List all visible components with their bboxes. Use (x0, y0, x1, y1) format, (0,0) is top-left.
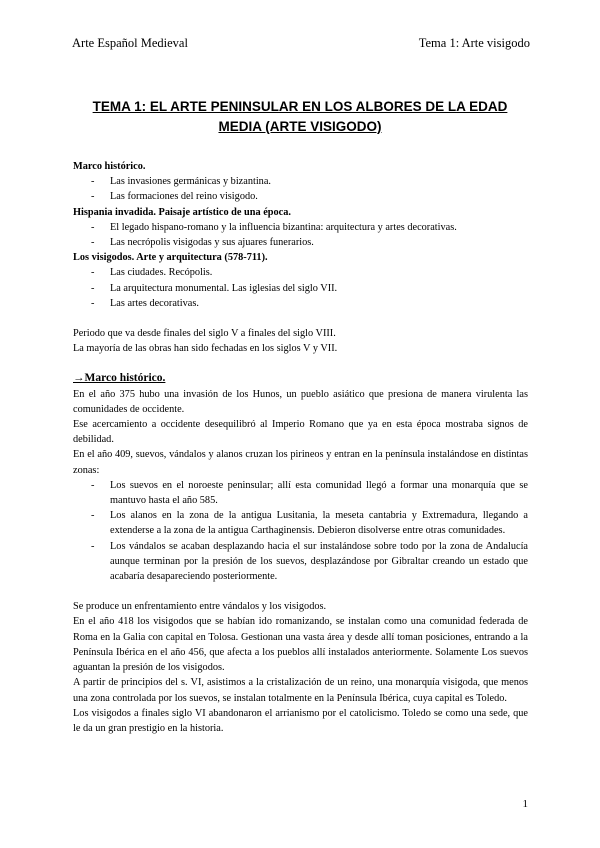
header-course: Arte Español Medieval (72, 36, 188, 50)
outline-section-3-title: Los visigodos. Arte y arquitectura (578-711). (73, 252, 268, 264)
document-body (73, 159, 528, 736)
section-heading: →Marco histórico. (73, 372, 166, 385)
paragraph: En el año 409, suevos, vándalos y alanos cruzan los pirineos y entran en la península instalándose en distintas zonas: (73, 449, 528, 476)
paragraph: En el año 418 los visigodos que se habían ido romanizando, se instalan como una comunidad federada de Roma en la Galia con capital en Tolosa. Gestionan una vasta área y desde allí toman posiciones, entrando a la Península Ibérica en el año 456, que afecta a los pueblos allí instalados anteriormente. Solamente Los suevos aguantan la presión de los visigodos. (73, 616, 528, 674)
header-topic: Tema 1: Arte visigodo (418, 36, 530, 50)
list-item: - Las invasiones germánicas y bizantina. (73, 174, 528, 189)
list-item: - Los alanos en la zona de la antigua Lusitania, la meseta cantabria y Extremadura, llegando a extenderse a la zona de la antigua Carthaginensis. Debieron disolverse entre otras comunidades. (73, 508, 528, 538)
outline-section-2-list (73, 220, 528, 250)
list-item: - Las ciudades. Recópolis. (73, 265, 528, 280)
paragraph: A partir de principios del s. VI, asistimos a la cristalización de un reino, una monarquía visigoda, que menos una zona controlada por los suevos, se instalan totalmente en la Península Ibérica, cuya capital es Toledo. (73, 677, 528, 704)
paragraph: En el año 375 hubo una invasión de los Hunos, un pueblo asiático que presiona de manera virulenta las comunidades de occidente. (73, 388, 528, 415)
page-number: 1 (522, 798, 528, 810)
list-item: - Las necrópolis visigodas y sus ajuares funerarios. (73, 235, 528, 250)
list-item: - Los vándalos se acaban desplazando hacia el sur instalándose sobre todo por la zona de Andalucía aunque terminan por la presión de los suevos, desplazándose por Gibraltar creando un estado que acabaría desapareciendo posteriormente. (73, 539, 528, 585)
page-header (72, 36, 530, 51)
paragraph: Ese acercamiento a occidente desequilibró al Imperio Romano que ya en esta época mostraba signos de debilidad. (73, 419, 528, 446)
paragraph: Los visigodos a finales siglo VI abandonaron el arrianismo por el catolicismo. Toledo se como una sede, que le da un gran prestigio en la historia. (73, 707, 528, 734)
list-item: - Las artes decorativas. (73, 296, 528, 311)
page-title (72, 97, 528, 137)
period-line-2: La mayoría de las obras han sido fechadas en los siglos V y VII. (73, 343, 338, 355)
list-item: - Los suevos en el noroeste peninsular; allí esta comunidad llegó a formar una monarquía que se mantuvo hasta el año 585. (73, 478, 528, 508)
peoples-list (73, 478, 528, 584)
outline-section-1-title: Marco histórico. (73, 161, 146, 172)
outline-section-2-title: Hispania invadida. Paisaje artístico de una época. (73, 206, 291, 218)
list-item: - La arquitectura monumental. Las iglesias del siglo VII. (73, 281, 528, 296)
list-item: - Las formaciones del reino visigodo. (73, 189, 528, 204)
list-item: - El legado hispano-romano y la influencia bizantina: arquitectura y artes decorativas. (73, 220, 528, 235)
title-line-1: TEMA 1: EL ARTE PENINSULAR EN LOS ALBORES DE LA EDAD (92, 99, 508, 114)
outline-section-3-list (73, 265, 528, 311)
outline-section-1-list (73, 174, 528, 204)
paragraph: Se produce un enfrentamiento entre vándalos y los visigodos. (73, 601, 327, 613)
period-line-1: Periodo que va desde finales del siglo V a finales del siglo VIII. (73, 328, 336, 340)
title-line-2: MEDIA (ARTE VISIGODO) (218, 119, 382, 134)
